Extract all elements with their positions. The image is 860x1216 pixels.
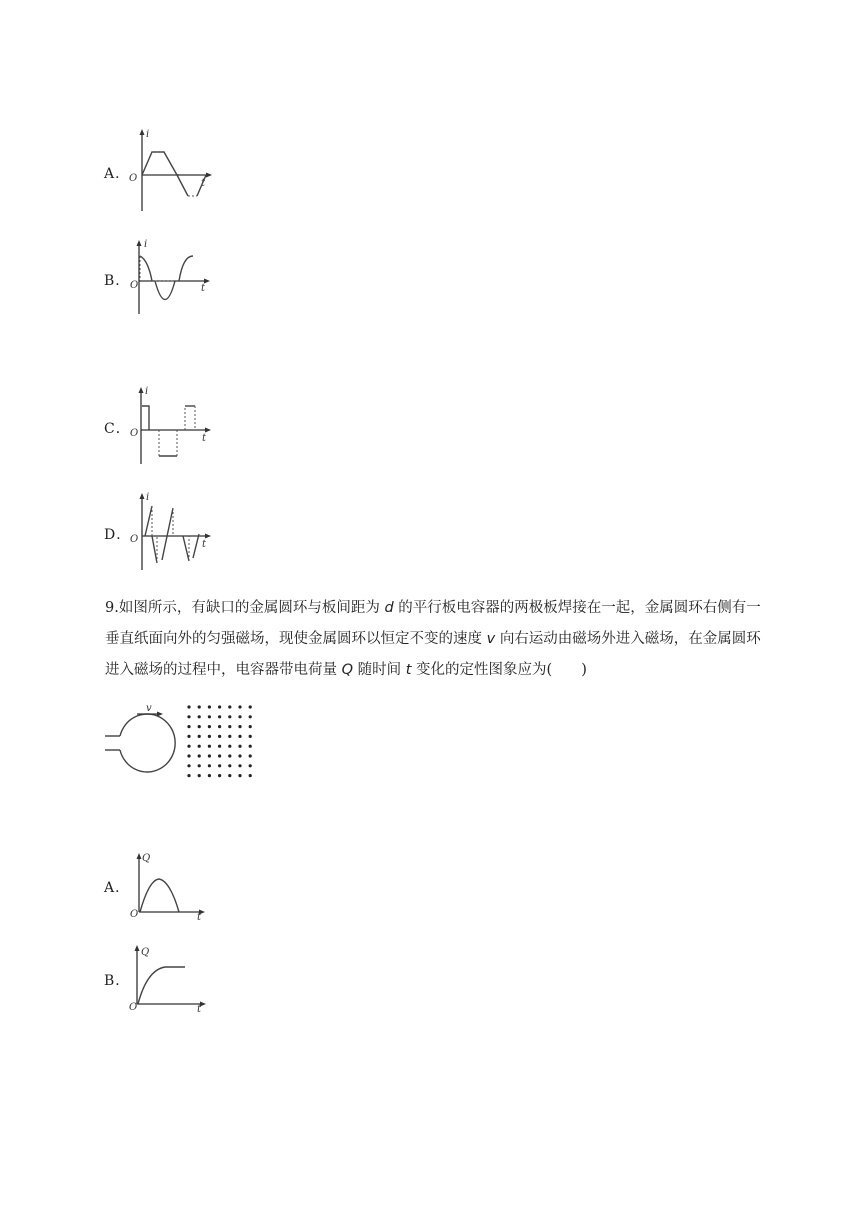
y-axis-label: Q	[142, 853, 151, 864]
x-axis-label: t	[202, 433, 207, 444]
origin-label: O	[129, 1002, 138, 1013]
q8-option-b-graph	[125, 234, 220, 324]
question-number: 9.	[105, 600, 119, 616]
field-dot	[238, 725, 241, 728]
q8-option-c-label[interactable]: C．	[104, 421, 131, 437]
field-dot	[228, 764, 231, 767]
x-axis-label: t	[201, 283, 206, 294]
q8-option-d-graph	[125, 488, 220, 578]
q9-option-a-graph	[125, 846, 220, 926]
var-v: v	[486, 631, 496, 647]
field-dot	[238, 745, 241, 748]
q8-option-b-label[interactable]: B．	[104, 273, 131, 289]
field-dot	[198, 745, 201, 748]
field-dot	[228, 745, 231, 748]
q9-option-b-label[interactable]: B．	[104, 973, 131, 989]
var-t: t	[405, 662, 412, 678]
field-dot	[187, 725, 190, 728]
q9-option-a-label[interactable]: A．	[104, 880, 131, 896]
q8-option-d-label[interactable]: D．	[104, 527, 132, 543]
y-axis-label: i	[146, 129, 150, 140]
field-dot	[238, 764, 241, 767]
x-axis-label: t	[197, 912, 202, 923]
field-dot	[249, 745, 252, 748]
q8-option-c-graph	[125, 382, 220, 472]
field-dot	[208, 725, 211, 728]
field-dot	[208, 705, 211, 708]
velocity-label: v	[146, 703, 152, 714]
field-dot	[187, 735, 190, 738]
field-dot	[198, 705, 201, 708]
field-dot	[238, 735, 241, 738]
field-dot	[249, 754, 252, 757]
field-dot	[198, 735, 201, 738]
field-dot	[208, 774, 211, 777]
y-axis-label: i	[145, 386, 149, 397]
field-dot	[228, 725, 231, 728]
magnetic-field-dots	[187, 705, 251, 777]
field-dot	[198, 754, 201, 757]
field-dot	[187, 754, 190, 757]
x-axis-label: t	[202, 539, 207, 550]
field-dot	[208, 715, 211, 718]
y-axis-label: i	[144, 239, 148, 250]
origin-label: O	[129, 173, 138, 184]
field-dot	[198, 764, 201, 767]
field-dot	[198, 774, 201, 777]
origin-label: O	[130, 534, 139, 545]
field-dot	[218, 745, 221, 748]
field-dot	[228, 705, 231, 708]
field-dot	[249, 764, 252, 767]
field-dot	[187, 715, 190, 718]
field-dot	[218, 754, 221, 757]
field-dot	[249, 725, 252, 728]
field-dot	[218, 725, 221, 728]
field-dot	[208, 735, 211, 738]
q9-option-b-graph	[125, 940, 220, 1020]
var-Q: Q	[341, 662, 354, 678]
q8-option-a-label[interactable]: A．	[104, 166, 131, 182]
y-axis-label: Q	[141, 947, 150, 958]
field-dot	[198, 725, 201, 728]
field-dot	[187, 705, 190, 708]
origin-label: O	[130, 909, 139, 920]
field-dot	[218, 735, 221, 738]
metal-ring	[120, 714, 175, 772]
field-dot	[208, 764, 211, 767]
field-dot	[228, 715, 231, 718]
field-dot	[187, 774, 190, 777]
field-dot	[208, 754, 211, 757]
field-dot	[218, 715, 221, 718]
field-dot	[228, 774, 231, 777]
field-dot	[238, 705, 241, 708]
field-dot	[218, 774, 221, 777]
origin-label: O	[130, 280, 139, 291]
field-dot	[187, 745, 190, 748]
field-dot	[249, 735, 252, 738]
field-dot	[228, 735, 231, 738]
origin-label: O	[130, 428, 139, 439]
ring-capacitor-field-figure	[100, 700, 270, 785]
field-dot	[208, 745, 211, 748]
x-axis-label: t	[197, 1004, 202, 1015]
field-dot	[238, 715, 241, 718]
field-dot	[249, 705, 252, 708]
field-dot	[228, 754, 231, 757]
field-dot	[238, 774, 241, 777]
field-dot	[249, 715, 252, 718]
field-dot	[218, 705, 221, 708]
field-dot	[249, 774, 252, 777]
question-9-text: 9.如图所示，有缺口的金属圆环与板间距为 d 的平行板电容器的两极板焊接在一起，金属圆环右侧有一垂直纸面向外的匀强磁场，现使金属圆环以恒定不变的速度 v 向右运动由磁场外进入磁场，在金属圆环进入磁场的过程中，电容器带电荷量 Q 随时间 t 变化的定性图象应为( )	[105, 600, 761, 678]
field-dot	[198, 715, 201, 718]
x-axis-label: t	[201, 178, 206, 189]
field-dot	[218, 764, 221, 767]
field-dot	[187, 764, 190, 767]
q8-option-a-graph	[125, 126, 220, 216]
y-axis-label: i	[146, 492, 150, 503]
var-d: d	[384, 600, 394, 616]
field-dot	[238, 754, 241, 757]
